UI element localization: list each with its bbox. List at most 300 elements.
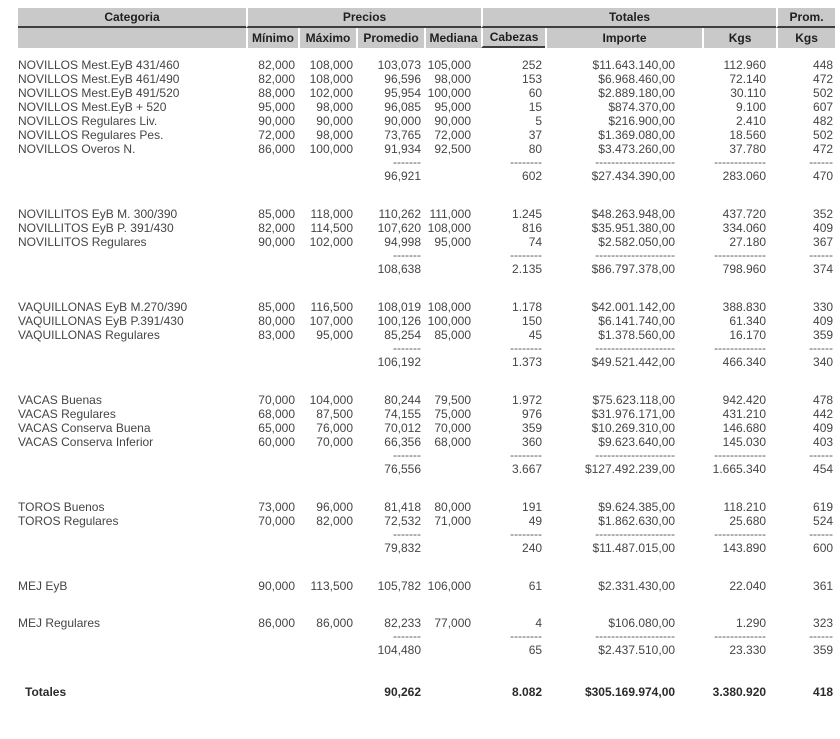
cell-minimo [246, 528, 298, 540]
header-maximo[interactable]: Máximo [298, 28, 356, 48]
cell-mediana: 79,500 [434, 393, 472, 407]
cell-maximo [298, 342, 356, 354]
cell-prom_kgs: ------ [809, 156, 834, 168]
cell-promedio: 110,262 [378, 207, 421, 221]
cell-categoria [18, 449, 246, 461]
cell-categoria: NOVILLITOS Regulares [18, 235, 147, 249]
cell-kgs: ------------- [714, 630, 767, 642]
cell-mediana: 70,000 [434, 421, 472, 435]
cell-mediana [424, 630, 481, 642]
cell-categoria [18, 168, 246, 184]
cell-categoria [18, 261, 246, 277]
cell-mediana [424, 156, 481, 168]
table-row [18, 100, 835, 114]
cell-promedio: 81,418 [384, 500, 421, 514]
cell-cabezas: 359 [522, 421, 543, 435]
cell-promedio: ------- [393, 249, 421, 261]
cell-importe: $42.001.142,00 [591, 300, 676, 314]
cell-minimo: 95,000 [258, 100, 295, 114]
cell-cabezas: 191 [522, 500, 543, 514]
cell-prom_kgs: 418 [813, 685, 834, 699]
cell-prom_kgs: 502 [813, 128, 834, 142]
subtotal-row [18, 540, 835, 556]
cell-minimo [246, 642, 298, 658]
table-row [18, 72, 835, 86]
cell-kgs: 9.100 [736, 100, 767, 114]
cell-mediana: 71,000 [434, 514, 472, 528]
cell-cabezas: 3.667 [512, 462, 543, 476]
cell-maximo [298, 540, 356, 556]
gap-cell [18, 658, 835, 681]
cell-mediana: 80,000 [434, 500, 472, 514]
cell-importe: $11.643.140,00 [592, 58, 676, 72]
cell-minimo [246, 461, 298, 477]
cell-promedio: 76,556 [384, 462, 421, 476]
cell-minimo: 68,000 [258, 407, 295, 421]
cell-maximo: 116,500 [310, 300, 353, 314]
cell-importe: $1.862.630,00 [598, 514, 676, 528]
cell-categoria: VACAS Conserva Inferior [18, 435, 154, 449]
cell-kgs: 1.290 [736, 616, 767, 630]
cell-mediana [424, 168, 481, 184]
cell-prom_kgs: 367 [813, 235, 834, 249]
cell-prom_kgs: 478 [813, 393, 834, 407]
cell-kgs: 146.680 [722, 421, 767, 435]
subtotal-dashes-row [18, 449, 835, 461]
cell-importe: $6.141.740,00 [598, 314, 676, 328]
table-row [18, 86, 835, 100]
cell-kgs: 388.830 [722, 300, 767, 314]
cell-mediana [424, 261, 481, 277]
cell-promedio: ------- [393, 342, 421, 354]
section-gap [18, 556, 835, 579]
cell-importe: $2.331.430,00 [598, 579, 676, 593]
cell-prom_kgs: 409 [813, 421, 834, 435]
cell-mediana: 100,000 [427, 86, 472, 100]
subtotal-dashes-row [18, 156, 835, 168]
cell-importe: -------------------- [595, 249, 676, 261]
subtotal-dashes-row [18, 342, 835, 354]
cell-maximo: 95,000 [316, 328, 353, 342]
section-gap [18, 658, 835, 681]
cell-maximo [298, 630, 356, 642]
cell-maximo: 70,000 [316, 435, 353, 449]
cell-promedio: 96,921 [384, 169, 421, 183]
cell-promedio: 73,765 [384, 128, 421, 142]
cell-importe: $49.521.442,00 [591, 355, 676, 369]
header-group-categoria: Categoria [18, 8, 246, 28]
cell-categoria [18, 630, 246, 642]
section-gap [18, 48, 835, 58]
cell-minimo: 82,000 [258, 221, 295, 235]
cell-categoria [18, 342, 246, 354]
cell-kgs: 145.030 [722, 435, 767, 449]
cell-promedio: 74,155 [384, 407, 421, 421]
cell-categoria: NOVILLOS Overos N. [18, 142, 136, 156]
cell-kgs: 143.890 [722, 541, 767, 555]
cell-categoria [18, 249, 246, 261]
cell-promedio: 108,019 [377, 300, 421, 314]
cell-maximo: 98,000 [316, 100, 353, 114]
cell-categoria: TOROS Regulares [18, 514, 119, 528]
cell-prom_kgs: 482 [813, 114, 834, 128]
cell-kgs: 37.780 [729, 142, 767, 156]
cell-maximo [298, 261, 356, 277]
cell-prom_kgs: 374 [813, 262, 834, 276]
cell-importe: $27.434.390,00 [591, 169, 676, 183]
table-row [18, 328, 835, 342]
cell-maximo: 98,000 [316, 128, 353, 142]
cell-prom_kgs: 352 [813, 207, 834, 221]
cell-cabezas: -------- [510, 156, 543, 168]
cell-maximo: 86,000 [316, 616, 353, 630]
gap-cell [18, 593, 835, 616]
cell-cabezas: 80 [528, 142, 543, 156]
table-row [18, 142, 835, 156]
cell-prom_kgs: 454 [813, 462, 834, 476]
table-row [18, 435, 835, 449]
cell-maximo: 118,000 [310, 207, 353, 221]
cell-minimo [246, 681, 298, 699]
cell-minimo: 90,000 [258, 235, 295, 249]
cell-prom_kgs: 442 [813, 407, 834, 421]
cell-maximo [298, 156, 356, 168]
header-kgs[interactable]: Kgs [702, 28, 776, 48]
cell-kgs: 1.665.340 [712, 462, 767, 476]
subtotal-row [18, 354, 835, 370]
cell-prom_kgs: 472 [813, 72, 834, 86]
cell-maximo: 102,000 [309, 86, 353, 100]
header-mediana[interactable]: Mediana [424, 28, 481, 48]
cell-cabezas: -------- [510, 249, 543, 261]
cell-mediana: 95,000 [434, 100, 472, 114]
cell-cabezas: 74 [528, 235, 543, 249]
header-importe[interactable]: Importe [545, 28, 702, 48]
cell-importe: $2.582.050,00 [598, 235, 676, 249]
header-promedio[interactable]: Promedio [356, 28, 424, 48]
cell-maximo: 96,000 [316, 500, 353, 514]
header-prom-kgs[interactable]: Kgs [776, 28, 835, 48]
table-row [18, 616, 835, 630]
cell-promedio: 90,000 [384, 114, 421, 128]
cell-cabezas: 49 [528, 514, 543, 528]
table-row [18, 235, 835, 249]
cell-categoria [18, 642, 246, 658]
cell-prom_kgs: 524 [813, 514, 834, 528]
cell-importe: $3.473.260,00 [598, 142, 676, 156]
cell-maximo: 107,000 [309, 314, 353, 328]
cell-importe: $10.269.310,00 [591, 421, 676, 435]
cell-categoria [18, 461, 246, 477]
cell-maximo [298, 354, 356, 370]
cell-categoria: VAQUILLONAS Regulares [18, 328, 160, 342]
cell-mediana: 111,000 [429, 207, 472, 221]
cell-categoria: VACAS Conserva Buena [18, 421, 151, 435]
cell-prom_kgs: 448 [813, 58, 834, 72]
cell-minimo: 65,000 [258, 421, 295, 435]
cell-prom_kgs: 409 [813, 221, 834, 235]
cell-promedio: 108,638 [377, 262, 421, 276]
cell-prom_kgs: 361 [813, 579, 834, 593]
table-row [18, 314, 835, 328]
cell-categoria: VACAS Buenas [18, 393, 102, 407]
cell-minimo: 73,000 [258, 500, 295, 514]
cell-promedio: 79,832 [384, 541, 421, 555]
header-group-precios: Precios [246, 8, 481, 28]
cell-maximo: 100,000 [309, 142, 353, 156]
cell-cabezas: 8.082 [512, 685, 543, 699]
cell-kgs: ------------- [714, 249, 767, 261]
cell-minimo [246, 168, 298, 184]
cell-kgs: 30.110 [730, 86, 767, 100]
cell-kgs: 16.170 [729, 328, 767, 342]
cell-kgs: 112.960 [723, 58, 767, 72]
cell-kgs: 334.060 [722, 221, 767, 235]
table-row [18, 114, 835, 128]
cell-categoria: MEJ EyB [18, 579, 68, 593]
cell-cabezas: 65 [528, 643, 543, 657]
cell-prom_kgs: 340 [813, 355, 834, 369]
cell-cabezas: -------- [510, 342, 543, 354]
subtotal-row [18, 261, 835, 277]
cell-kgs: 18.560 [729, 128, 767, 142]
cell-mediana: 105,000 [427, 58, 472, 72]
cell-mediana [424, 449, 481, 461]
cell-maximo [298, 168, 356, 184]
cell-categoria: NOVILLITOS EyB M. 300/390 [18, 207, 178, 221]
cell-maximo: 90,000 [316, 114, 353, 128]
cell-prom_kgs: 403 [813, 435, 834, 449]
cell-minimo [246, 540, 298, 556]
cell-minimo [246, 156, 298, 168]
cell-importe: $11.487.015,00 [592, 541, 676, 555]
subtotal-dashes-row [18, 528, 835, 540]
cell-categoria: MEJ Regulares [18, 616, 101, 630]
cell-mediana: 68,000 [434, 435, 472, 449]
table-row [18, 207, 835, 221]
gap-cell [18, 556, 835, 579]
cell-categoria: TOROS Buenos [18, 500, 105, 514]
cell-cabezas: 153 [522, 72, 543, 86]
cell-prom_kgs: ------ [809, 249, 834, 261]
cell-categoria: NOVILLOS Mest.EyB + 520 [18, 100, 167, 114]
gap-cell [18, 370, 835, 393]
cell-cabezas: 60 [528, 86, 543, 100]
cell-kgs: 25.680 [729, 514, 767, 528]
subtotal-dashes-row [18, 249, 835, 261]
cell-importe: -------------------- [595, 449, 676, 461]
header-column-row [18, 28, 835, 48]
cell-kgs: ------------- [714, 342, 767, 354]
cell-importe: $2.437.510,00 [598, 643, 676, 657]
cell-categoria: VAQUILLONAS EyB M.270/390 [18, 300, 188, 314]
section-gap [18, 593, 835, 616]
cell-minimo: 72,000 [258, 128, 295, 142]
cell-maximo [298, 449, 356, 461]
cell-maximo: 104,000 [309, 393, 353, 407]
cell-mediana: 100,000 [427, 314, 472, 328]
cell-importe: $874.370,00 [608, 100, 676, 114]
cell-prom_kgs: 359 [813, 328, 834, 342]
cell-importe: $2.889.180,00 [598, 86, 676, 100]
section-gap [18, 184, 835, 207]
cell-promedio: 85,254 [384, 328, 421, 342]
cell-kgs: 2.410 [736, 114, 767, 128]
cell-mediana: 108,000 [427, 221, 472, 235]
cell-cabezas: 1.972 [512, 393, 543, 407]
cell-cabezas: 5 [535, 114, 543, 128]
cell-cabezas: 15 [528, 100, 543, 114]
cell-categoria [18, 156, 246, 168]
cell-categoria: NOVILLOS Regulares Liv. [18, 114, 158, 128]
cell-importe: $6.968.460,00 [598, 72, 676, 86]
cell-kgs: 942.420 [722, 393, 767, 407]
cell-promedio: 91,934 [384, 142, 421, 156]
cell-minimo: 90,000 [258, 114, 295, 128]
cell-importe: -------------------- [595, 342, 676, 354]
cell-categoria: NOVILLOS Regulares Pes. [18, 128, 164, 142]
table-row [18, 300, 835, 314]
cell-maximo: 108,000 [309, 58, 353, 72]
cell-promedio: 100,126 [377, 314, 421, 328]
cell-prom_kgs: 409 [813, 314, 834, 328]
cell-importe: $48.263.948,00 [591, 207, 676, 221]
cell-cabezas: -------- [510, 449, 543, 461]
cell-minimo [246, 261, 298, 277]
table-body [18, 48, 835, 699]
cell-prom_kgs: 330 [813, 300, 834, 314]
cell-minimo: 86,000 [258, 142, 295, 156]
cell-kgs: ------------- [714, 449, 767, 461]
header-group-prom: Prom. [776, 8, 835, 28]
cell-importe: $106.080,00 [608, 616, 676, 630]
cell-cabezas: 37 [528, 128, 543, 142]
cell-mediana: 75,000 [434, 407, 472, 421]
header-cabezas[interactable]: Cabezas [481, 28, 545, 48]
cell-kgs: 437.720 [722, 207, 767, 221]
grand-total-row [18, 681, 835, 699]
cell-categoria: NOVILLOS Mest.EyB 461/490 [18, 72, 180, 86]
cell-minimo: 83,000 [258, 328, 295, 342]
cell-promedio: ------- [393, 156, 421, 168]
cell-kgs: 72.140 [729, 72, 767, 86]
cell-kgs: ------------- [714, 528, 767, 540]
cell-mediana: 98,000 [434, 72, 472, 86]
cell-minimo: 60,000 [258, 435, 295, 449]
cell-importe: $9.623.640,00 [598, 435, 676, 449]
cell-prom_kgs: ------ [809, 342, 834, 354]
section-gap [18, 477, 835, 500]
cell-mediana [424, 354, 481, 370]
cell-cabezas: -------- [510, 630, 543, 642]
cell-mediana [424, 642, 481, 658]
cell-kgs: 61.340 [729, 314, 767, 328]
cell-promedio: 103,073 [377, 58, 421, 72]
cell-cabezas: 150 [522, 314, 543, 328]
cell-promedio: 95,954 [384, 86, 421, 100]
cell-kgs: 466.340 [722, 355, 767, 369]
header-group-row [18, 8, 835, 28]
cell-promedio: 107,620 [377, 221, 421, 235]
cell-mediana [424, 249, 481, 261]
cell-cabezas: 816 [522, 221, 543, 235]
cell-prom_kgs: 600 [813, 541, 834, 555]
cell-promedio: 82,233 [384, 616, 421, 630]
cell-minimo [246, 449, 298, 461]
cell-mediana: 95,000 [434, 235, 472, 249]
cell-cabezas: 61 [528, 579, 543, 593]
cell-mediana: 72,000 [434, 128, 472, 142]
header-minimo[interactable]: Mínimo [246, 28, 298, 48]
cell-promedio: 96,085 [384, 100, 421, 114]
header-group-totales: Totales [481, 8, 776, 28]
cell-maximo: 87,500 [316, 407, 353, 421]
cell-promedio: ------- [393, 528, 421, 540]
cell-importe: $75.623.118,00 [592, 393, 676, 407]
cell-maximo [298, 461, 356, 477]
cell-prom_kgs: 470 [813, 169, 834, 183]
cell-cabezas: 240 [522, 541, 543, 555]
cell-cabezas: 1.178 [512, 300, 543, 314]
cell-importe: $31.976.171,00 [591, 407, 676, 421]
cell-categoria [18, 354, 246, 370]
cell-cabezas: 602 [522, 169, 543, 183]
table-row [18, 128, 835, 142]
cell-minimo: 70,000 [258, 393, 295, 407]
table-row [18, 579, 835, 593]
gap-cell [18, 48, 835, 58]
table-row [18, 393, 835, 407]
cell-categoria: NOVILLITOS EyB P. 391/430 [18, 221, 174, 235]
cell-categoria: VACAS Regulares [18, 407, 116, 421]
cell-minimo: 82,000 [258, 58, 295, 72]
cell-minimo [246, 354, 298, 370]
cell-maximo: 76,000 [316, 421, 353, 435]
cell-importe: -------------------- [595, 156, 676, 168]
cell-cabezas: -------- [510, 528, 543, 540]
cell-maximo [298, 249, 356, 261]
cell-prom_kgs: 359 [813, 643, 834, 657]
cell-importe: -------------------- [595, 528, 676, 540]
cell-cabezas: 360 [522, 435, 543, 449]
cell-categoria [18, 528, 246, 540]
cell-prom_kgs: ------ [809, 630, 834, 642]
table-row [18, 221, 835, 235]
table-row [18, 500, 835, 514]
cell-prom_kgs: 619 [813, 500, 834, 514]
cell-maximo [298, 642, 356, 658]
cell-promedio: 80,244 [384, 393, 421, 407]
cell-prom_kgs: 502 [813, 86, 834, 100]
cell-maximo: 114,500 [310, 221, 353, 235]
cell-maximo: 102,000 [309, 235, 353, 249]
cell-minimo [246, 249, 298, 261]
cell-categoria [18, 540, 246, 556]
table-row [18, 421, 835, 435]
cell-minimo: 80,000 [258, 314, 295, 328]
cell-promedio: 66,356 [384, 435, 421, 449]
cell-maximo [298, 528, 356, 540]
cell-importe: $35.951.380,00 [591, 221, 676, 235]
header-blank-cell [18, 28, 246, 48]
subtotal-dashes-row [18, 630, 835, 642]
cell-prom_kgs: ------ [809, 528, 834, 540]
cell-prom_kgs: 323 [813, 616, 834, 630]
cell-minimo [246, 342, 298, 354]
cell-kgs: 283.060 [722, 169, 767, 183]
cell-promedio: 104,480 [377, 643, 421, 657]
cell-cabezas: 45 [528, 328, 543, 342]
